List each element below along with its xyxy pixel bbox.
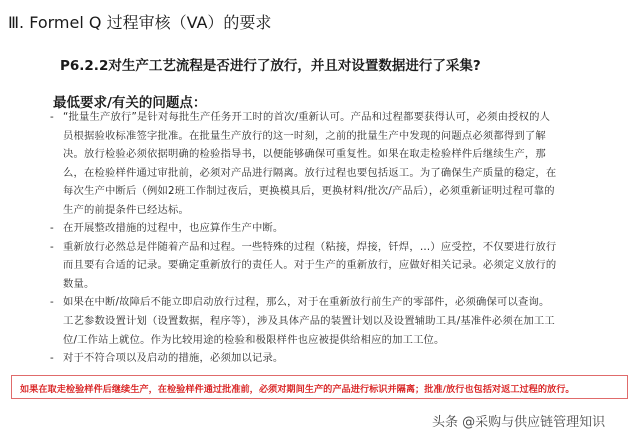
list-item-text: 如果在中断/故障后不能立即启动放行过程，那么，对于在重新放行前生产的零部件，必须确保可以查询。工艺参数设置计划（设置数据，程序等），涉及具体产品的装置计划以及设置辅助工具/基准件必须在加工工位/工作站上就位。作为比较用途的检验和极限样件也应被提供给相应的加工工位。 [63, 296, 555, 346]
audit-question: P6.2.2对生产工艺流程是否进行了放行，并且对设置数据进行了采集? [60, 58, 481, 74]
section-title: Ⅲ. Formel Q 过程审核（VA）的要求 [8, 13, 272, 32]
highlight-note-box [11, 375, 628, 399]
list-item [50, 108, 560, 219]
list-item [50, 238, 560, 294]
list-item [50, 293, 560, 349]
highlight-note-text: 如果在取走检验样件后继续生产，在检验样件通过批准前，必须对期间生产的产品进行标识并隔离；批准/放行也包括对返工过程的放行。 [20, 384, 575, 395]
list-bullet: - [50, 111, 54, 123]
list-item-text: 对于不符合项以及启动的措施，必须加以记录。 [63, 352, 284, 365]
list-item-text: “批量生产放行”是针对每批生产任务开工时的首次/重新认可。产品和过程都要获得认可，必须由授权的人员根据验收标准签字批准。在批量生产放行的这一时刻，之前的批量生产中发现的问题点必须都得到了解决。放行检验必须依据明确的检验指导书，以便能够确保可重复性。如果在取走检验样件后继续生产，那么，在检验样件通过审批前，必须对产品进行隔离。放行过程也要包括返工。为了确保生产质量的稳定，在每次生产中断后（例如2班工作制过夜后，更换模具后，更换材料/批次/产品后），必须重新证明过程可靠的生产的前提条件已经达标。 [63, 111, 557, 216]
watermark: 头条 @采购与供应链管理知识 [432, 415, 606, 430]
list-bullet: - [50, 352, 54, 365]
list-item [50, 219, 560, 238]
list-bullet: - [50, 222, 54, 235]
list-bullet: - [50, 240, 54, 253]
requirements-list [50, 108, 560, 368]
list-item [50, 349, 560, 368]
list-bullet: - [50, 296, 54, 309]
requirements-heading: 最低要求/有关的问题点： [53, 95, 207, 111]
list-item-text: 在开展整改措施的过程中，也应算作生产中断。 [63, 222, 284, 235]
list-item-text: 重新放行必然总是伴随着产品和过程。一些特殊的过程（粘接，焊接，钎焊，…）应受控，不仅要进行放行而且要有合适的记录。要确定重新放行的责任人。对于生产的重新放行，应做好相关记录。必须定义放行的数量。 [63, 240, 557, 290]
